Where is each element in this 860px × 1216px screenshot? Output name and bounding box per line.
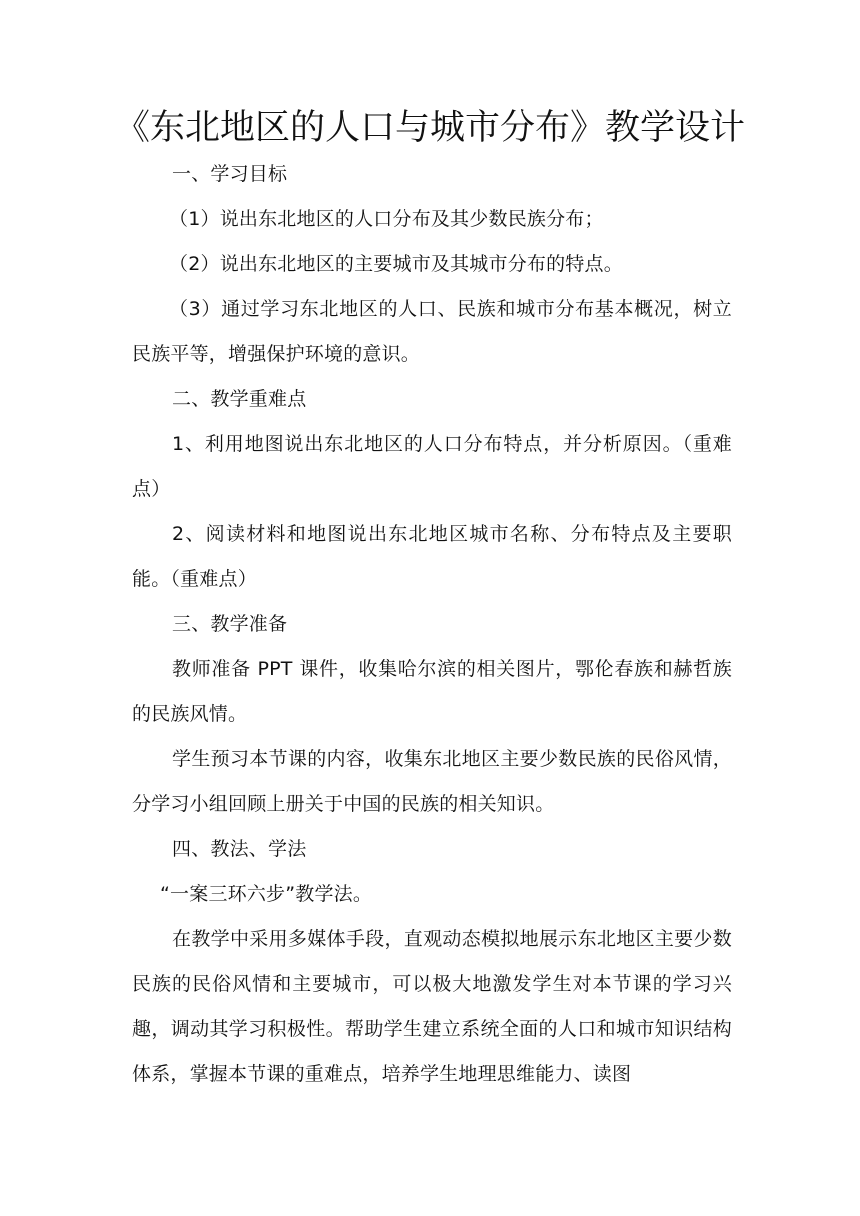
preparation-teacher: 教师准备 PPT 课件，收集哈尔滨的相关图片，鄂伦春族和赫哲族的民族风情。	[132, 658, 732, 725]
document-body	[132, 152, 732, 1097]
preparation-student: 学生预习本节课的内容，收集东北地区主要少数民族的民俗风情，分学习小组回顾上册关于中国的民族的相关知识。	[132, 748, 732, 815]
method-name: “一案三环六步”教学法。	[160, 883, 373, 905]
key-point-item-2: 2、阅读材料和地图说出东北地区城市名称、分布特点及主要职能。（重难点）	[132, 523, 732, 590]
document-title: 《东北地区的人口与城市分布》教学设计	[114, 108, 745, 148]
section-heading-methods: 四、教法、学法	[172, 838, 307, 860]
objective-item-2: （2）说出东北地区的主要城市及其城市分布的特点。	[169, 253, 623, 275]
objective-item-3: （3）通过学习东北地区的人口、民族和城市分布基本概况，树立民族平等，增强保护环境的意识。	[132, 298, 732, 365]
section-heading-key-points: 二、教学重难点	[172, 388, 307, 410]
section-heading-preparation: 三、教学准备	[172, 613, 288, 635]
objective-item-1: （1）说出东北地区的人口分布及其少数民族分布；	[169, 208, 604, 230]
method-description: 在教学中采用多媒体手段，直观动态模拟地展示东北地区主要少数民族的民俗风情和主要城市，可以极大地激发学生对本节课的学习兴趣，调动其学习积极性。帮助学生建立系统全面的人口和城市知识结构体系，掌握本节课的重难点，培养学生地理思维能力、读图	[132, 928, 732, 1085]
section-heading-objectives: 一、学习目标	[172, 163, 288, 185]
key-point-item-1: 1、利用地图说出东北地区的人口分布特点，并分析原因。（重难点）	[132, 433, 732, 500]
